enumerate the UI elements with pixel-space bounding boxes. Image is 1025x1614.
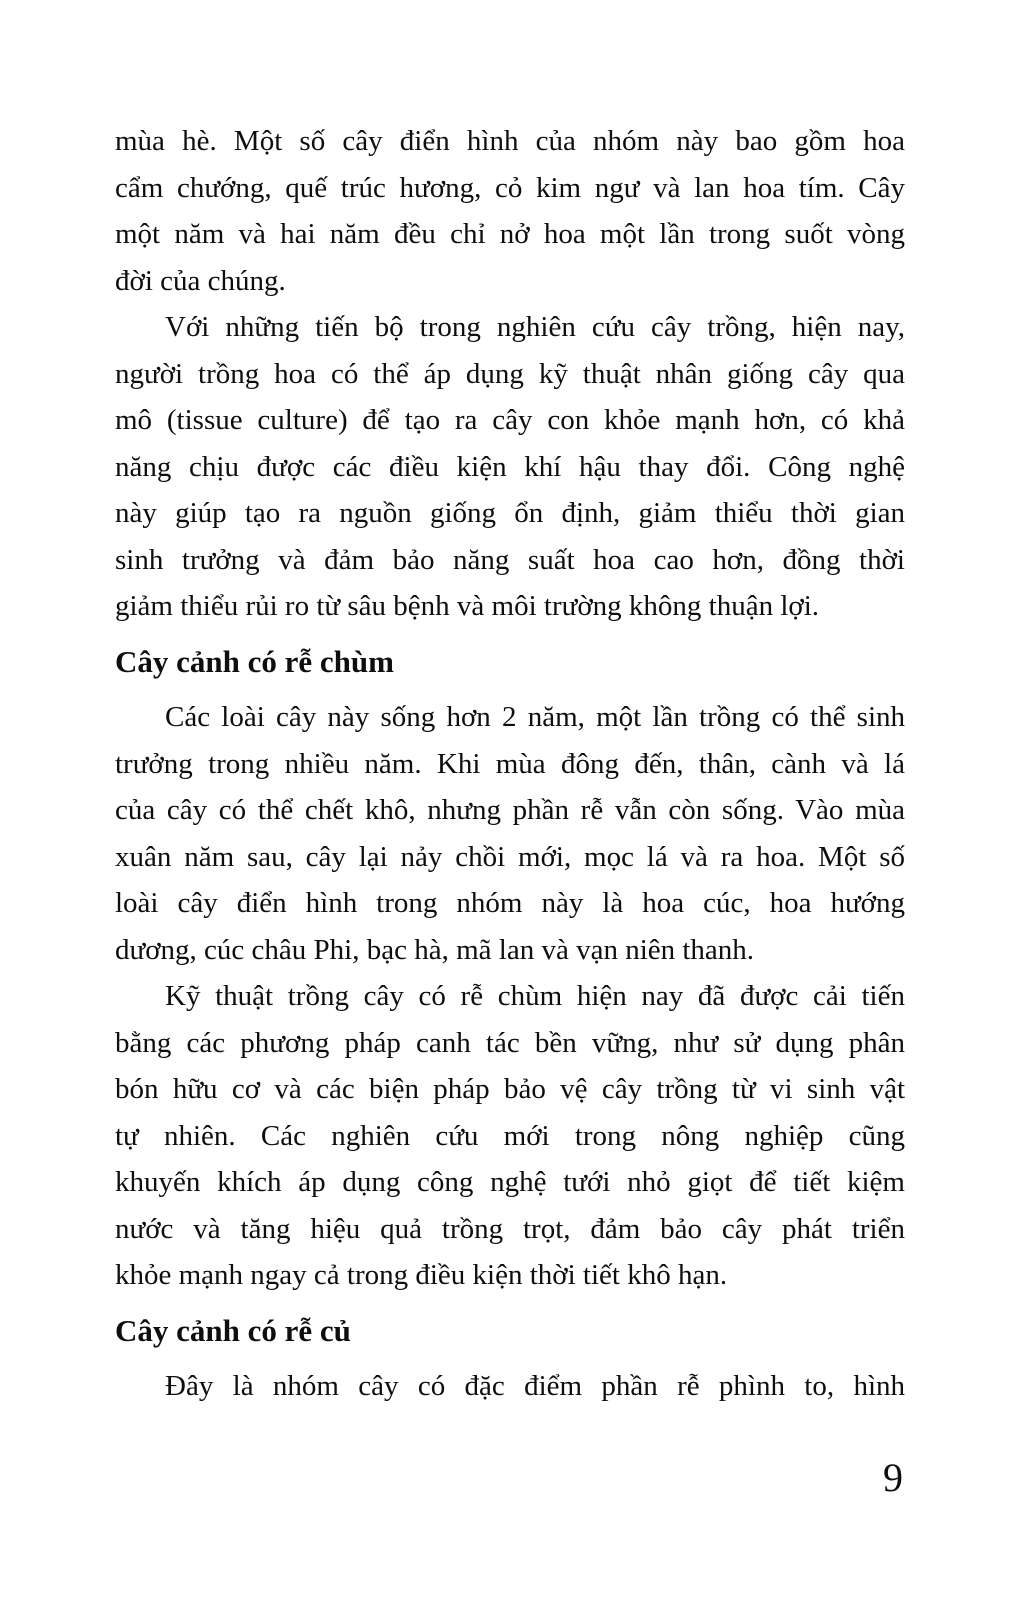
text-line: khuyến khích áp dụng công nghệ tưới nhỏ giọt để tiết kiệm (115, 1166, 905, 1198)
text-line: này giúp tạo ra nguồn giống ổn định, giảm thiểu thời gian (115, 497, 905, 529)
page-number: 9 (883, 1455, 903, 1500)
paragraph (115, 694, 905, 973)
text-line: nước và tăng hiệu quả trồng trọt, đảm bảo cây phát triển (115, 1212, 905, 1245)
text-line: Với những tiến bộ trong nghiên cứu cây trồng, hiện nay, (165, 311, 905, 343)
paragraph (115, 973, 905, 1299)
text-line: bón hữu cơ và các biện pháp bảo vệ cây trồng từ vi sinh vật (115, 1073, 905, 1105)
text-line: mùa hè. Một số cây điển hình của nhóm này bao gồm hoa (115, 125, 905, 157)
text-line: đời của chúng. (115, 264, 286, 297)
text-line: năng chịu được các điều kiện khí hậu thay đổi. Công nghệ (115, 450, 905, 483)
text-line: cẩm chướng, quế trúc hương, cỏ kim ngư và lan hoa tím. Cây (115, 171, 905, 204)
text-line: tự nhiên. Các nghiên cứu mới trong nông nghiệp cũng (115, 1119, 905, 1152)
text-line: trưởng trong nhiều năm. Khi mùa đông đến, thân, cành và lá (115, 747, 905, 780)
text-line: mô (tissue culture) để tạo ra cây con khỏe mạnh hơn, có khả (115, 404, 905, 436)
text-column (115, 118, 905, 1410)
text-line: người trồng hoa có thể áp dụng kỹ thuật nhân giống cây qua (115, 357, 905, 390)
text-line: bằng các phương pháp canh tác bền vững, như sử dụng phân (115, 1026, 905, 1059)
text-line: xuân năm sau, cây lại nảy chồi mới, mọc lá và ra hoa. Một số (115, 840, 905, 873)
text-line: Kỹ thuật trồng cây có rễ chùm hiện nay đã được cải tiến (165, 980, 905, 1012)
section-heading: Cây cảnh có rễ chùm (115, 643, 394, 679)
paragraph (115, 1363, 905, 1410)
text-line: sinh trưởng và đảm bảo năng suất hoa cao hơn, đồng thời (115, 543, 905, 576)
section-heading: Cây cảnh có rễ củ (115, 1312, 351, 1348)
text-line: một năm và hai năm đều chỉ nở hoa một lần trong suốt vòng (115, 218, 905, 250)
text-line: dương, cúc châu Phi, bạc hà, mã lan và vạn niên thanh. (115, 933, 755, 966)
text-line: loài cây điển hình trong nhóm này là hoa cúc, hoa hướng (115, 887, 905, 919)
text-line: của cây có thể chết khô, nhưng phần rễ vẫn còn sống. Vào mùa (115, 794, 905, 826)
text-line: khỏe mạnh ngay cả trong điều kiện thời tiết khô hạn. (115, 1259, 728, 1291)
paragraph (115, 118, 905, 304)
paragraph (115, 304, 905, 630)
text-line: Đây là nhóm cây có đặc điểm phần rễ phình to, hình (165, 1370, 905, 1402)
text-line: Các loài cây này sống hơn 2 năm, một lần trồng có thể sinh (165, 701, 905, 733)
text-line: giảm thiểu rủi ro từ sâu bệnh và môi trường không thuận lợi. (115, 590, 820, 622)
